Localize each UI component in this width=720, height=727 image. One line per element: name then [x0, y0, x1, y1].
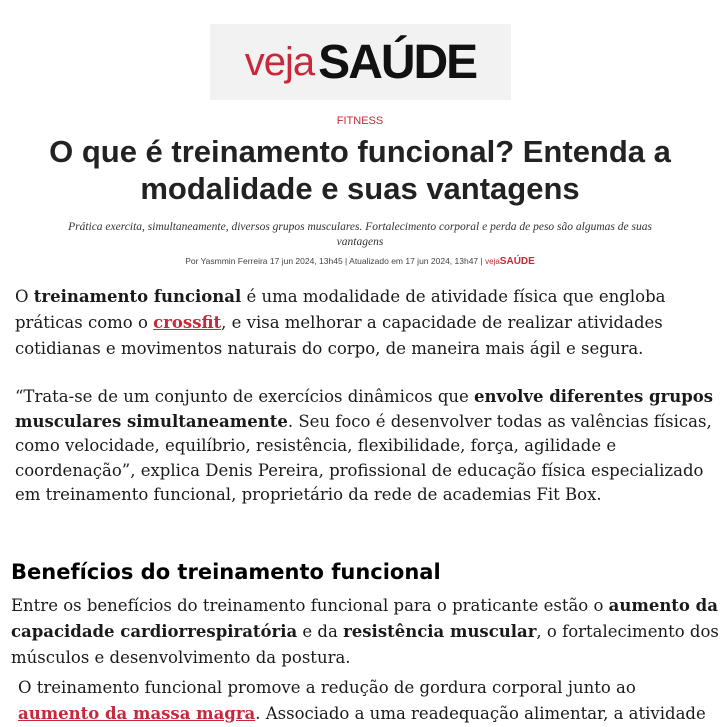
byline	[0, 256, 720, 267]
text-span: e da	[297, 622, 344, 641]
logo-veja-text: veja	[244, 39, 315, 84]
text-span: O treinamento funcional promove a redução de gordura corporal junto ao	[18, 678, 636, 697]
logo-saude-text: SAÚDE	[318, 35, 477, 89]
byline-logo	[485, 256, 535, 266]
text-span: é uma modalidade de atividade física que engloba práticas como o	[15, 287, 666, 332]
bold-text: aumento da capacidade cardiorrespiratória	[11, 596, 718, 641]
crossfit-link[interactable]: crossfit	[153, 313, 222, 332]
category-label[interactable]: FITNESS	[336, 115, 384, 127]
text-span: . Seu foco é desenvolver todas as valências físicas, como velocidade, equilíbrio, resistência, flexibilidade, força, agilidade e coordenação”, explica Denis Pereira, profissional de educação física especializado em treinamento funcional, proprietário da rede de academias Fit Box.	[15, 411, 712, 504]
bold-text: envolve diferentes grupos musculares simultaneamente	[15, 387, 714, 431]
byline-text: Por Yasmmin Ferreira 17 jun 2024, 13h45 | Atualizado em 17 jun 2024, 13h47 |	[185, 256, 483, 266]
article-paragraph-4	[18, 675, 720, 727]
article-title: O que é treinamento funcional? Entenda a modalidade e suas vantagens	[49, 134, 671, 206]
article-subtitle: Prática exercita, simultaneamente, diversos grupos musculares. Fortalecimento corporal e perda de peso são algumas de suas vantagens	[68, 221, 652, 248]
section-heading: Benefícios do treinamento funcional	[11, 560, 441, 584]
text-span: , o fortalecimento dos músculos e desenvolvimento da postura.	[11, 622, 719, 667]
text-span: , e visa melhorar a capacidade de realizar atividades cotidianas e movimentos naturais do corpo, de maneira mais ágil e segura.	[15, 313, 663, 358]
text-span: O	[15, 287, 34, 306]
article-paragraph-1	[15, 284, 705, 362]
byline-logo-saude: SAÚDE	[499, 256, 535, 267]
text-span: Entre os benefícios do treinamento funcional para o praticante estão o	[11, 596, 609, 615]
text-span: “Trata-se de um conjunto de exercícios dinâmicos que	[15, 387, 475, 406]
site-logo[interactable]	[210, 24, 511, 100]
article-paragraph-3	[11, 593, 720, 671]
article-paragraph-2	[15, 385, 720, 508]
byline-logo-veja: veja	[485, 257, 500, 266]
text-span: . Associado a uma readequação alimentar, a atividade	[255, 704, 706, 723]
massa-magra-link[interactable]: aumento da massa magra	[18, 704, 256, 723]
bold-text: treinamento funcional	[33, 287, 242, 306]
bold-text: resistência muscular	[343, 622, 537, 641]
